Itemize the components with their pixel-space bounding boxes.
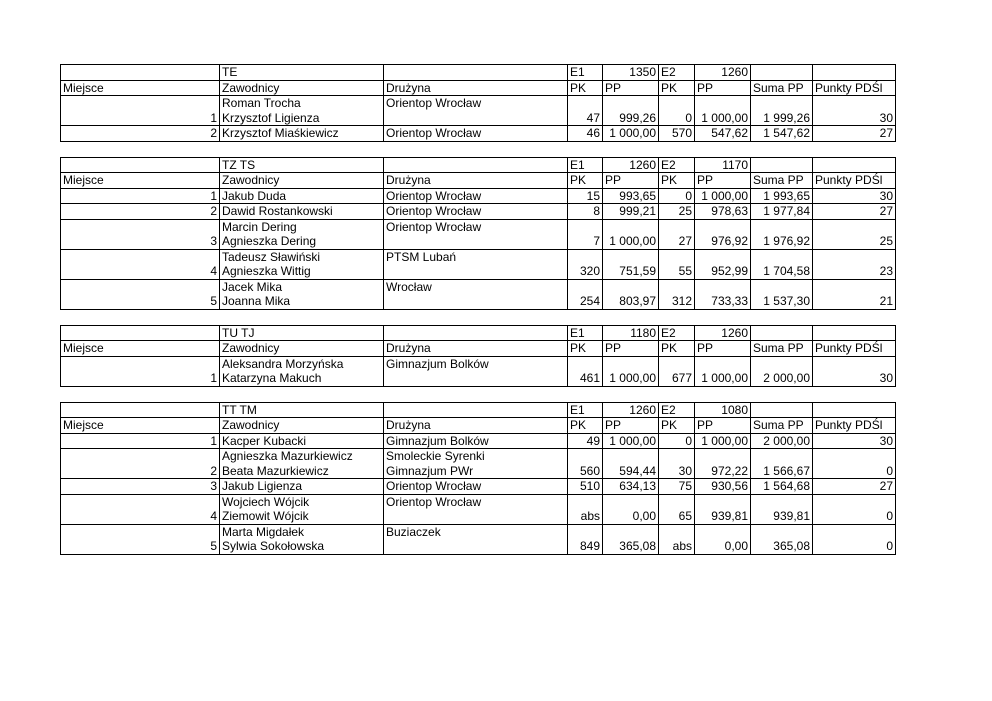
pk2-cell: 312 [659, 279, 695, 309]
points-cell: 27 [813, 126, 896, 142]
team-cell-line [386, 264, 565, 279]
sum-cell: 1 999,26 [751, 96, 813, 126]
pp1-cell: 1 000,00 [603, 433, 659, 449]
header-pk-2: PK [659, 418, 695, 434]
result-row [61, 249, 896, 279]
pk1-cell: 254 [568, 279, 603, 309]
header-pk-2: PK [659, 80, 695, 96]
header-pp-2: PP [695, 418, 751, 434]
e1-value: 1180 [603, 325, 659, 341]
team-cell-line [386, 294, 565, 309]
category-row [61, 65, 896, 81]
header-points: Punkty PDŚl [813, 341, 896, 357]
team-cell-line: Orientop Wrocław [386, 126, 482, 140]
pp1-cell: 803,97 [603, 279, 659, 309]
competitors-cell-line: Marcin Dering [222, 219, 297, 234]
empty-cell [751, 325, 813, 341]
pp2-cell: 978,63 [695, 204, 751, 220]
pp1-cell: 0,00 [603, 494, 659, 524]
header-sum: Suma PP [751, 173, 813, 189]
e2-value: 1260 [695, 65, 751, 81]
pp1-cell: 751,59 [603, 249, 659, 279]
result-row [61, 204, 896, 220]
competitors-cell [220, 126, 384, 142]
result-row [61, 96, 896, 126]
team-cell-line: Gimnazjum Bolków [386, 356, 489, 371]
pp1-cell: 365,08 [603, 524, 659, 554]
header-pk-2: PK [659, 341, 695, 357]
place-cell: 1 [61, 188, 220, 204]
competitors-cell-line: Jakub Duda [222, 188, 287, 203]
competitors-cell [220, 188, 384, 204]
points-cell: 21 [813, 279, 896, 309]
result-row [61, 279, 896, 309]
team-cell [384, 279, 568, 309]
competitors-cell [220, 479, 384, 495]
points-cell: 30 [813, 356, 896, 386]
sum-cell: 1 547,62 [751, 126, 813, 142]
column-header-row [61, 341, 896, 357]
team-cell [384, 494, 568, 524]
category-table [60, 402, 896, 555]
sum-cell: 1 977,84 [751, 204, 813, 220]
team-cell-line: Orientop Wrocław [386, 219, 482, 234]
competitors-cell [220, 449, 384, 479]
sum-cell: 1 993,65 [751, 188, 813, 204]
empty-cell [751, 65, 813, 81]
pp2-cell: 733,33 [695, 279, 751, 309]
team-cell [384, 126, 568, 142]
category-name: TT TM [220, 402, 384, 418]
header-competitors: Zawodnicy [220, 173, 384, 189]
pp2-cell: 976,92 [695, 219, 751, 249]
pp2-cell: 0,00 [695, 524, 751, 554]
pp2-cell: 972,22 [695, 449, 751, 479]
team-cell [384, 524, 568, 554]
result-row [61, 449, 896, 479]
points-cell: 27 [813, 204, 896, 220]
place-cell: 2 [61, 449, 220, 479]
header-place: Miejsce [61, 173, 220, 189]
pk2-cell: 570 [659, 126, 695, 142]
e1-value: 1350 [603, 65, 659, 81]
sum-cell: 2 000,00 [751, 356, 813, 386]
competitors-cell-line: Agnieszka Dering [222, 234, 317, 248]
e2-value: 1260 [695, 325, 751, 341]
team-cell-line [386, 539, 565, 554]
empty-cell [751, 157, 813, 173]
place-cell: 2 [61, 126, 220, 142]
result-row [61, 356, 896, 386]
header-sum: Suma PP [751, 418, 813, 434]
competitors-cell-line: Sylwia Sokołowska [222, 539, 325, 553]
points-cell: 30 [813, 433, 896, 449]
result-row [61, 479, 896, 495]
team-cell [384, 433, 568, 449]
header-competitors: Zawodnicy [220, 418, 384, 434]
place-cell: 5 [61, 524, 220, 554]
empty-cell [813, 65, 896, 81]
column-header-row [61, 418, 896, 434]
pk1-cell: 46 [568, 126, 603, 142]
pk2-cell: 55 [659, 249, 695, 279]
pk2-cell: abs [659, 524, 695, 554]
competitors-cell [220, 279, 384, 309]
sum-cell: 1 976,92 [751, 219, 813, 249]
empty-cell [813, 402, 896, 418]
competitors-cell-line: Agnieszka Mazurkiewicz [222, 449, 353, 463]
competitors-cell [220, 96, 384, 126]
points-cell: 0 [813, 494, 896, 524]
sum-cell: 2 000,00 [751, 433, 813, 449]
e1-value: 1260 [603, 402, 659, 418]
header-team: Drużyna [384, 341, 568, 357]
header-pk-1: PK [568, 173, 603, 189]
category-name: TZ TS [220, 157, 384, 173]
place-cell: 4 [61, 494, 220, 524]
team-cell-line: Orientop Wrocław [386, 204, 482, 218]
sum-cell: 1 564,68 [751, 479, 813, 495]
team-cell-line: Wrocław [386, 279, 432, 294]
place-cell: 3 [61, 219, 220, 249]
category-row [61, 402, 896, 418]
category-table [60, 157, 896, 310]
competitors-cell [220, 524, 384, 554]
points-cell: 23 [813, 249, 896, 279]
team-cell [384, 249, 568, 279]
e2-value: 1080 [695, 402, 751, 418]
sum-cell: 1 537,30 [751, 279, 813, 309]
competitors-cell [220, 494, 384, 524]
competitors-cell-line: Krzysztof Ligienza [222, 110, 320, 125]
header-competitors: Zawodnicy [220, 341, 384, 357]
empty-cell [384, 157, 568, 173]
e2-value: 1170 [695, 157, 751, 173]
pp1-cell: 1 000,00 [603, 126, 659, 142]
team-cell [384, 96, 568, 126]
header-place: Miejsce [61, 418, 220, 434]
empty-cell [61, 157, 220, 173]
header-place: Miejsce [61, 341, 220, 357]
competitors-cell-line: Aleksandra Morzyńska [222, 356, 344, 371]
header-pp-1: PP [603, 341, 659, 357]
place-cell: 1 [61, 433, 220, 449]
e2-label: E2 [659, 402, 695, 418]
result-row [61, 433, 896, 449]
place-cell: 3 [61, 479, 220, 495]
competitors-cell-line: Ziemowit Wójcik [222, 509, 309, 523]
empty-cell [751, 402, 813, 418]
header-pk-2: PK [659, 173, 695, 189]
pk2-cell: 0 [659, 96, 695, 126]
team-cell-line: Gimnazjum PWr [386, 463, 474, 478]
pp1-cell: 594,44 [603, 449, 659, 479]
team-cell [384, 219, 568, 249]
pp2-cell: 1 000,00 [695, 433, 751, 449]
e2-label: E2 [659, 157, 695, 173]
empty-cell [61, 65, 220, 81]
empty-cell [384, 65, 568, 81]
header-pp-1: PP [603, 173, 659, 189]
competitors-cell-line: Agnieszka Wittig [222, 264, 311, 278]
place-cell: 4 [61, 249, 220, 279]
competitors-cell-line: Kacper Kubacki [222, 433, 307, 448]
empty-cell [813, 325, 896, 341]
header-sum: Suma PP [751, 341, 813, 357]
pk1-cell: 320 [568, 249, 603, 279]
competitors-cell-line: Jakub Ligienza [222, 479, 303, 493]
team-cell-line: Orientop Wrocław [386, 494, 482, 509]
points-cell: 27 [813, 479, 896, 495]
e1-value: 1260 [603, 157, 659, 173]
header-sum: Suma PP [751, 80, 813, 96]
points-cell: 30 [813, 188, 896, 204]
pk1-cell: 7 [568, 219, 603, 249]
sum-cell: 1 566,67 [751, 449, 813, 479]
team-cell [384, 188, 568, 204]
category-name: TU TJ [220, 325, 384, 341]
result-row [61, 188, 896, 204]
pp2-cell: 1 000,00 [695, 96, 751, 126]
pk2-cell: 65 [659, 494, 695, 524]
pk2-cell: 0 [659, 433, 695, 449]
header-pp-2: PP [695, 80, 751, 96]
team-cell-line: Buziaczek [386, 524, 441, 539]
pk1-cell: 49 [568, 433, 603, 449]
competitors-cell-line: Beata Mazurkiewicz [222, 463, 329, 478]
header-pp-2: PP [695, 173, 751, 189]
empty-cell [384, 402, 568, 418]
pp1-cell: 1 000,00 [603, 356, 659, 386]
place-cell: 1 [61, 96, 220, 126]
competitors-cell [220, 249, 384, 279]
category-name: TE [220, 65, 384, 81]
result-row [61, 219, 896, 249]
team-cell-line [386, 111, 565, 126]
header-pk-1: PK [568, 341, 603, 357]
competitors-cell-line: Joanna Mika [222, 294, 291, 308]
header-team: Drużyna [384, 418, 568, 434]
column-header-row [61, 173, 896, 189]
competitors-cell-line: Krzysztof Miaśkiewicz [222, 126, 339, 140]
empty-cell [61, 325, 220, 341]
sum-cell: 1 704,58 [751, 249, 813, 279]
e2-label: E2 [659, 325, 695, 341]
header-pp-1: PP [603, 80, 659, 96]
pp2-cell: 930,56 [695, 479, 751, 495]
points-cell: 0 [813, 524, 896, 554]
pk1-cell: 47 [568, 96, 603, 126]
header-points: Punkty PDŚl [813, 80, 896, 96]
competitors-cell-line: Katarzyna Makuch [222, 371, 322, 385]
pk1-cell: 560 [568, 449, 603, 479]
competitors-cell [220, 356, 384, 386]
team-cell-line: Smoleckie Syrenki [386, 449, 485, 463]
place-cell: 1 [61, 356, 220, 386]
team-cell-line: Orientop Wrocław [386, 96, 482, 110]
points-cell: 30 [813, 96, 896, 126]
header-pp-2: PP [695, 341, 751, 357]
empty-cell [61, 402, 220, 418]
e1-label: E1 [568, 402, 603, 418]
team-cell-line [386, 234, 565, 249]
sum-cell: 939,81 [751, 494, 813, 524]
category-table [60, 325, 896, 387]
pp1-cell: 999,26 [603, 96, 659, 126]
competitors-cell-line: Wojciech Wójcik [222, 494, 310, 509]
header-team: Drużyna [384, 173, 568, 189]
team-cell-line: Gimnazjum Bolków [386, 433, 489, 448]
pp2-cell: 939,81 [695, 494, 751, 524]
pk2-cell: 677 [659, 356, 695, 386]
team-cell-line [386, 371, 565, 386]
header-pp-1: PP [603, 418, 659, 434]
team-cell [384, 449, 568, 479]
header-pk-1: PK [568, 80, 603, 96]
pp2-cell: 1 000,00 [695, 188, 751, 204]
pk1-cell: abs [568, 494, 603, 524]
e1-label: E1 [568, 157, 603, 173]
team-cell [384, 479, 568, 495]
category-row [61, 157, 896, 173]
pk1-cell: 849 [568, 524, 603, 554]
points-cell: 0 [813, 449, 896, 479]
category-row [61, 325, 896, 341]
e1-label: E1 [568, 65, 603, 81]
header-points: Punkty PDŚl [813, 418, 896, 434]
pk1-cell: 510 [568, 479, 603, 495]
team-cell-line: PTSM Lubań [386, 249, 457, 264]
category-table [60, 64, 896, 142]
pp2-cell: 1 000,00 [695, 356, 751, 386]
team-cell-line: Orientop Wrocław [386, 188, 482, 203]
competitors-cell-line: Dawid Rostankowski [222, 204, 333, 218]
header-competitors: Zawodnicy [220, 80, 384, 96]
pk2-cell: 0 [659, 188, 695, 204]
team-cell-line: Orientop Wrocław [386, 479, 482, 493]
pk1-cell: 461 [568, 356, 603, 386]
competitors-cell [220, 219, 384, 249]
pp1-cell: 993,65 [603, 188, 659, 204]
pk1-cell: 15 [568, 188, 603, 204]
pk2-cell: 30 [659, 449, 695, 479]
place-cell: 2 [61, 204, 220, 220]
pp2-cell: 547,62 [695, 126, 751, 142]
team-cell [384, 356, 568, 386]
competitors-cell-line: Tadeusz Sławiński [222, 249, 321, 264]
empty-cell [384, 325, 568, 341]
pk2-cell: 25 [659, 204, 695, 220]
team-cell [384, 204, 568, 220]
competitors-cell [220, 433, 384, 449]
pp1-cell: 999,21 [603, 204, 659, 220]
empty-cell [813, 157, 896, 173]
header-team: Drużyna [384, 80, 568, 96]
e1-label: E1 [568, 325, 603, 341]
e2-label: E2 [659, 65, 695, 81]
column-header-row [61, 80, 896, 96]
points-cell: 25 [813, 219, 896, 249]
header-pk-1: PK [568, 418, 603, 434]
results-sheet [60, 64, 895, 570]
competitors-cell-line: Roman Trocha [222, 96, 301, 110]
result-row [61, 524, 896, 554]
pp2-cell: 952,99 [695, 249, 751, 279]
pk2-cell: 27 [659, 219, 695, 249]
pp1-cell: 634,13 [603, 479, 659, 495]
pk1-cell: 8 [568, 204, 603, 220]
pp1-cell: 1 000,00 [603, 219, 659, 249]
competitors-cell-line: Marta Migdałek [222, 524, 305, 539]
header-place: Miejsce [61, 80, 220, 96]
competitors-cell [220, 204, 384, 220]
result-row [61, 494, 896, 524]
pk2-cell: 75 [659, 479, 695, 495]
result-row [61, 126, 896, 142]
competitors-cell-line: Jacek Mika [222, 279, 283, 294]
place-cell: 5 [61, 279, 220, 309]
team-cell-line [386, 509, 565, 524]
sum-cell: 365,08 [751, 524, 813, 554]
header-points: Punkty PDŚl [813, 173, 896, 189]
